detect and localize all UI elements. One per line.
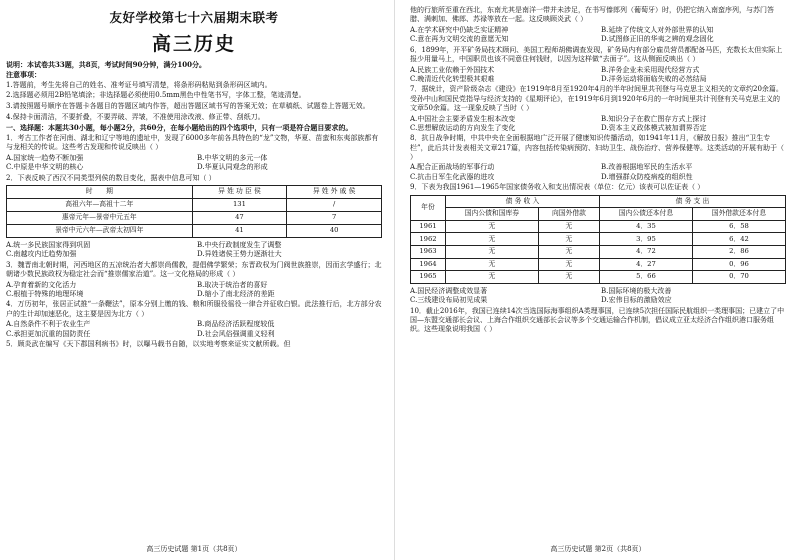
q4-stem: 4．万历初年，张居正试推“一条鞭法”，原本分别上缴的钱、粮和所服役徭役一律合并征收白银。此法推行后，北方部分农户的生计却加速恶化，这主要是因为北方（ ）	[6, 300, 382, 318]
table-header-row	[411, 195, 786, 208]
q5-option-d: D.试图修正旧的华夷之辨的观念固化	[601, 35, 714, 44]
table-cell: 无	[445, 258, 538, 271]
table-header-cell: 国外借款还本付息	[692, 208, 785, 221]
table-cell: 0．96	[692, 258, 785, 271]
q9-option-c: C.三线建设布局初见成果	[410, 295, 488, 304]
q2-stem: 2．下表反映了西汉不同类型列侯的数目变化，据表中信息可知（ ）	[6, 173, 216, 182]
table-cell: 高祖六年—高祖十二年	[7, 198, 193, 211]
q3-option-d: D.缩小了南北经济的差距	[197, 289, 275, 298]
q4-option-a: A.自然条件不利于农业生产	[6, 320, 91, 329]
table-header-cell: 债 务 支 出	[599, 195, 785, 208]
page-footer: 高三历史试题 第1页（共8页）	[146, 544, 242, 553]
table-cell: /	[287, 198, 382, 211]
table-header-cell: 时 期	[7, 185, 193, 198]
table-cell: 1961	[411, 220, 446, 233]
q5-option-b: B.延续了传统文人对外部世界的认知	[601, 25, 714, 34]
table-cell: 41	[192, 224, 287, 237]
table-row	[411, 258, 786, 271]
table-row	[411, 271, 786, 284]
page-footer: 高三历史试题 第2页（共8页）	[550, 544, 646, 553]
page-2	[410, 6, 786, 554]
table-row	[411, 245, 786, 258]
table-cell: 5．66	[599, 271, 692, 284]
q4-options	[6, 320, 382, 338]
q3-stem: 3．魏晋南北朝时期，河西地区的五凉统治者大都崇尚儒教，提倡佛学繁荣；东晋政权为门阀世族推崇，因而玄学盛行；北朝诸少数民族政权为稳定社会而“推崇儒家治道”。这一文化格局的形成（ ）	[6, 260, 382, 278]
q2-option-b: B.中央行政制度发生了调整	[197, 240, 282, 249]
q10-stem: 10．截止2016年，我国已连续14次当选国际海事组织A类理事国，已连续5次担任国际民航组织一类理事国；已建立了中国—东盟交通部长会议、上海合作组织交通部长会议等多个交通运输合作机制，倡议成立亚太经济合作组织港口服务组织。这些现象说明我国（ ）	[410, 306, 785, 334]
q9-option-b: B.国际环境的极大改善	[601, 286, 672, 295]
q7-options	[410, 115, 786, 133]
table-cell: 40	[287, 224, 382, 237]
table-cell: 无	[445, 245, 538, 258]
table-cell: 景帝中元六年—武帝太初四年	[7, 224, 193, 237]
q1-option-b: B.中华文明的多元一体	[197, 153, 268, 162]
table-cell: 无	[538, 220, 599, 233]
q8-option-b: B.改善根据地军民的生活水平	[601, 163, 693, 172]
q7-option-a: A.中国社会主要矛盾发生根本改变	[410, 114, 516, 123]
q3-option-b: B.取决于统治者的喜好	[197, 280, 268, 289]
table-cell: 2．86	[692, 245, 785, 258]
q5-stem-continued: 他的行旅所至重在西北，东南尤其是南洋一带并未涉足，在书写傣郎列（葡萄牙）时，仍把它纳入南蛮序列，与苏门答腊、满刺加、佛郎、苏禄等放在一起。这反映顾炎武（ ）	[410, 6, 774, 24]
note-4: 4.保持卡面清洁，不要折叠，不要弄破、弄皱，不准使用涂改液、修正带、刮纸刀。	[6, 112, 265, 121]
table-header-row	[411, 208, 786, 221]
q4-option-b: B.商品经济活跃程度较低	[197, 320, 275, 329]
q2-option-a: A.统一多民族国家得到巩固	[6, 240, 91, 249]
note-2: 2.选择题必须用2B铅笔填涂；非选择题必须使用0.5mm黑色中性笔书写，字体工整，笔迹清楚。	[6, 91, 306, 100]
table-cell: 无	[538, 271, 599, 284]
table-cell: 7	[287, 211, 382, 224]
q6-options	[410, 66, 786, 84]
table-cell: 无	[538, 245, 599, 258]
table-row	[7, 198, 382, 211]
table-cell: 无	[445, 271, 538, 284]
q1-options	[6, 154, 382, 172]
q6-option-b: B.洋务企业未采用现代经营方式	[601, 65, 700, 74]
table-cell: 1965	[411, 271, 446, 284]
q8-option-d: D.增强群众防疫病疫的组织性	[601, 172, 693, 181]
table-cell: 47	[192, 211, 287, 224]
page-1	[6, 6, 382, 554]
q1-option-d: D.华夏认同观念的形成	[197, 163, 268, 172]
q1-stem: 1．考古工作者在河南、湖北和辽宁等地的遗址中，发现了6000多年前各具特色的“龙”文物，华夏、苗蛮和东夷部族都有与龙相关的传说。这些考古发现和传说反映出（ ）	[6, 133, 379, 152]
table-cell: 惠帝元年—景帝中元五年	[7, 211, 193, 224]
table-cell: 1963	[411, 245, 446, 258]
table-header-cell: 异 姓 功 臣 侯	[192, 185, 287, 198]
table-header-cell: 向国外借款	[538, 208, 599, 221]
q8-options	[410, 163, 786, 181]
note-3: 3.请按照题号顺序在答题卡各题目的答题区域内作答，超出答题区域书写的答案无效；在草稿纸、试题卷上答题无效。	[6, 102, 370, 111]
q5-option-a: A.在学术研究中仍缺乏实证精神	[410, 25, 509, 34]
subject-title: 高三历史	[151, 32, 236, 55]
q8-option-c: C.抗击日军生化武器的进攻	[410, 172, 495, 181]
page-divider	[394, 0, 395, 560]
section-heading: 一、选择题：本题共30小题，每小题2分，共60分，在每小题给出的四个选项中，只有一项是符合题目要求的。	[6, 123, 353, 133]
q8-option-a: A.配合正面战场的军事行动	[410, 163, 495, 172]
q6-option-d: D.洋务运动将面临失败的必然结局	[601, 74, 707, 83]
table-cell: 0．70	[692, 271, 785, 284]
table-cell: 6．58	[692, 220, 785, 233]
q2-option-c: C.南越攻内迁趋势加强	[6, 250, 77, 259]
table-cell: 3．95	[599, 233, 692, 246]
q7-option-d: D.资本主义政体模式被加谓界否定	[601, 123, 707, 132]
table-cell: 4．27	[599, 258, 692, 271]
note-1: 1.答题前，考生先将自己的姓名、准考证号填写清楚，将条形码粘贴到条形码区域内。	[6, 80, 272, 89]
exam-title: 友好学校第七十六届期末联考	[109, 10, 279, 25]
q2-table	[6, 185, 382, 238]
q5-stem-start: 5．顾炎武在编写《天下郡国利病书》时，以曝马载书自随，以实地考察来证实文献所载。但	[6, 340, 291, 349]
q4-option-d: D.社会风俗强调重义轻利	[197, 329, 275, 338]
q1-option-a: A.国家统一趋势不断加强	[6, 153, 84, 162]
q9-option-a: A.国民经济调整成效显著	[410, 286, 488, 295]
q7-stem: 7．据统计，资产阶级杂志《建设》在1919年8月至1920年4月的半年时间里共刊登与马克思主义相关的文章约20余篇。受孙中山和国民党指导与经济支持的《星期评论》，在1919年6月到1920年6月的一年时间里共计刊登有关马克思主义的文章50余篇。这一现象反映了当时（ ）	[410, 85, 783, 112]
q9-stem: 9．下表为我国1961—1965年国家债务收入和支出情况表（单位：亿元）该表可以佐证表（ ）	[410, 183, 705, 192]
table-row	[7, 224, 382, 237]
table-row	[411, 233, 786, 246]
table-cell: 无	[538, 233, 599, 246]
table-cell: 1962	[411, 233, 446, 246]
table-cell: 无	[445, 233, 538, 246]
table-header-cell: 异 姓 外 戚 侯	[287, 185, 382, 198]
table-header-cell: 债 务 收 入	[445, 195, 599, 208]
q6-option-a: A.民族工业依赖于外国技术	[410, 65, 495, 74]
table-row	[7, 211, 382, 224]
q6-stem: 6．1899年，开平矿务局技术顾问、美国工程师胡佛调查发现，矿务局内有部分雇员营员都配备马匹，充数长太但实际上报少用量马上，中国职员也该不同意住何钱财，以因为这样做“去面子”。这从侧面反映出（ ）	[410, 45, 783, 63]
table-header-cell: 国内公债和国库券	[445, 208, 538, 221]
table-header-row	[7, 185, 382, 198]
table-header-cell: 国内公债还本付息	[599, 208, 692, 221]
q9-option-d: D.宏伟目标的激励效应	[601, 295, 672, 304]
q3-options	[6, 281, 382, 299]
table-cell: 1964	[411, 258, 446, 271]
q2-options	[6, 241, 382, 259]
q9-table	[410, 195, 786, 284]
table-cell: 无	[445, 220, 538, 233]
q5-options	[410, 26, 786, 44]
q2-option-d: D.异姓诸侯王势力逐渐壮大	[197, 250, 282, 259]
q4-option-c: C.承担更加沉重的国防责任	[6, 329, 91, 338]
table-cell: 无	[538, 258, 599, 271]
q3-option-a: A.孕育着新的文化活力	[6, 280, 77, 289]
q6-option-c: C.晚清近代化转型极其艰难	[410, 74, 495, 83]
q8-stem: 8．抗日战争时期，中共中央在全面根据地广泛开展了健康知识传播活动，如1941年11月，《解放日报》推出“卫生专栏”，此后共计发表相关文章217篇，内容包括传染病预防、妇幼卫生、战伤治疗、营养保健等。这类活动的开展有助于（ ）	[410, 134, 784, 161]
q7-option-b: B.知识分子在救亡图存方式上探讨	[601, 114, 707, 123]
table-cell: 4．35	[599, 220, 692, 233]
q5-option-c: C.意在再为文明交流的意愿无知	[410, 35, 509, 44]
table-cell: 4．72	[599, 245, 692, 258]
q9-options	[410, 287, 786, 305]
q7-option-c: C.思想解放运动的方向发生了变化	[410, 123, 516, 132]
notes-title: 注意事项：	[6, 70, 41, 80]
table-header-cell: 年份	[411, 195, 446, 220]
table-cell: 131	[192, 198, 287, 211]
q3-option-c: C.根植于特殊的地理环境	[6, 289, 84, 298]
q1-option-c: C.中原是中华文明的核心	[6, 163, 84, 172]
exam-notice: 说明：本试卷共33题，共8页，考试时间90分钟，满分100分。	[6, 59, 206, 69]
table-row	[411, 220, 786, 233]
table-cell: 6．42	[692, 233, 785, 246]
